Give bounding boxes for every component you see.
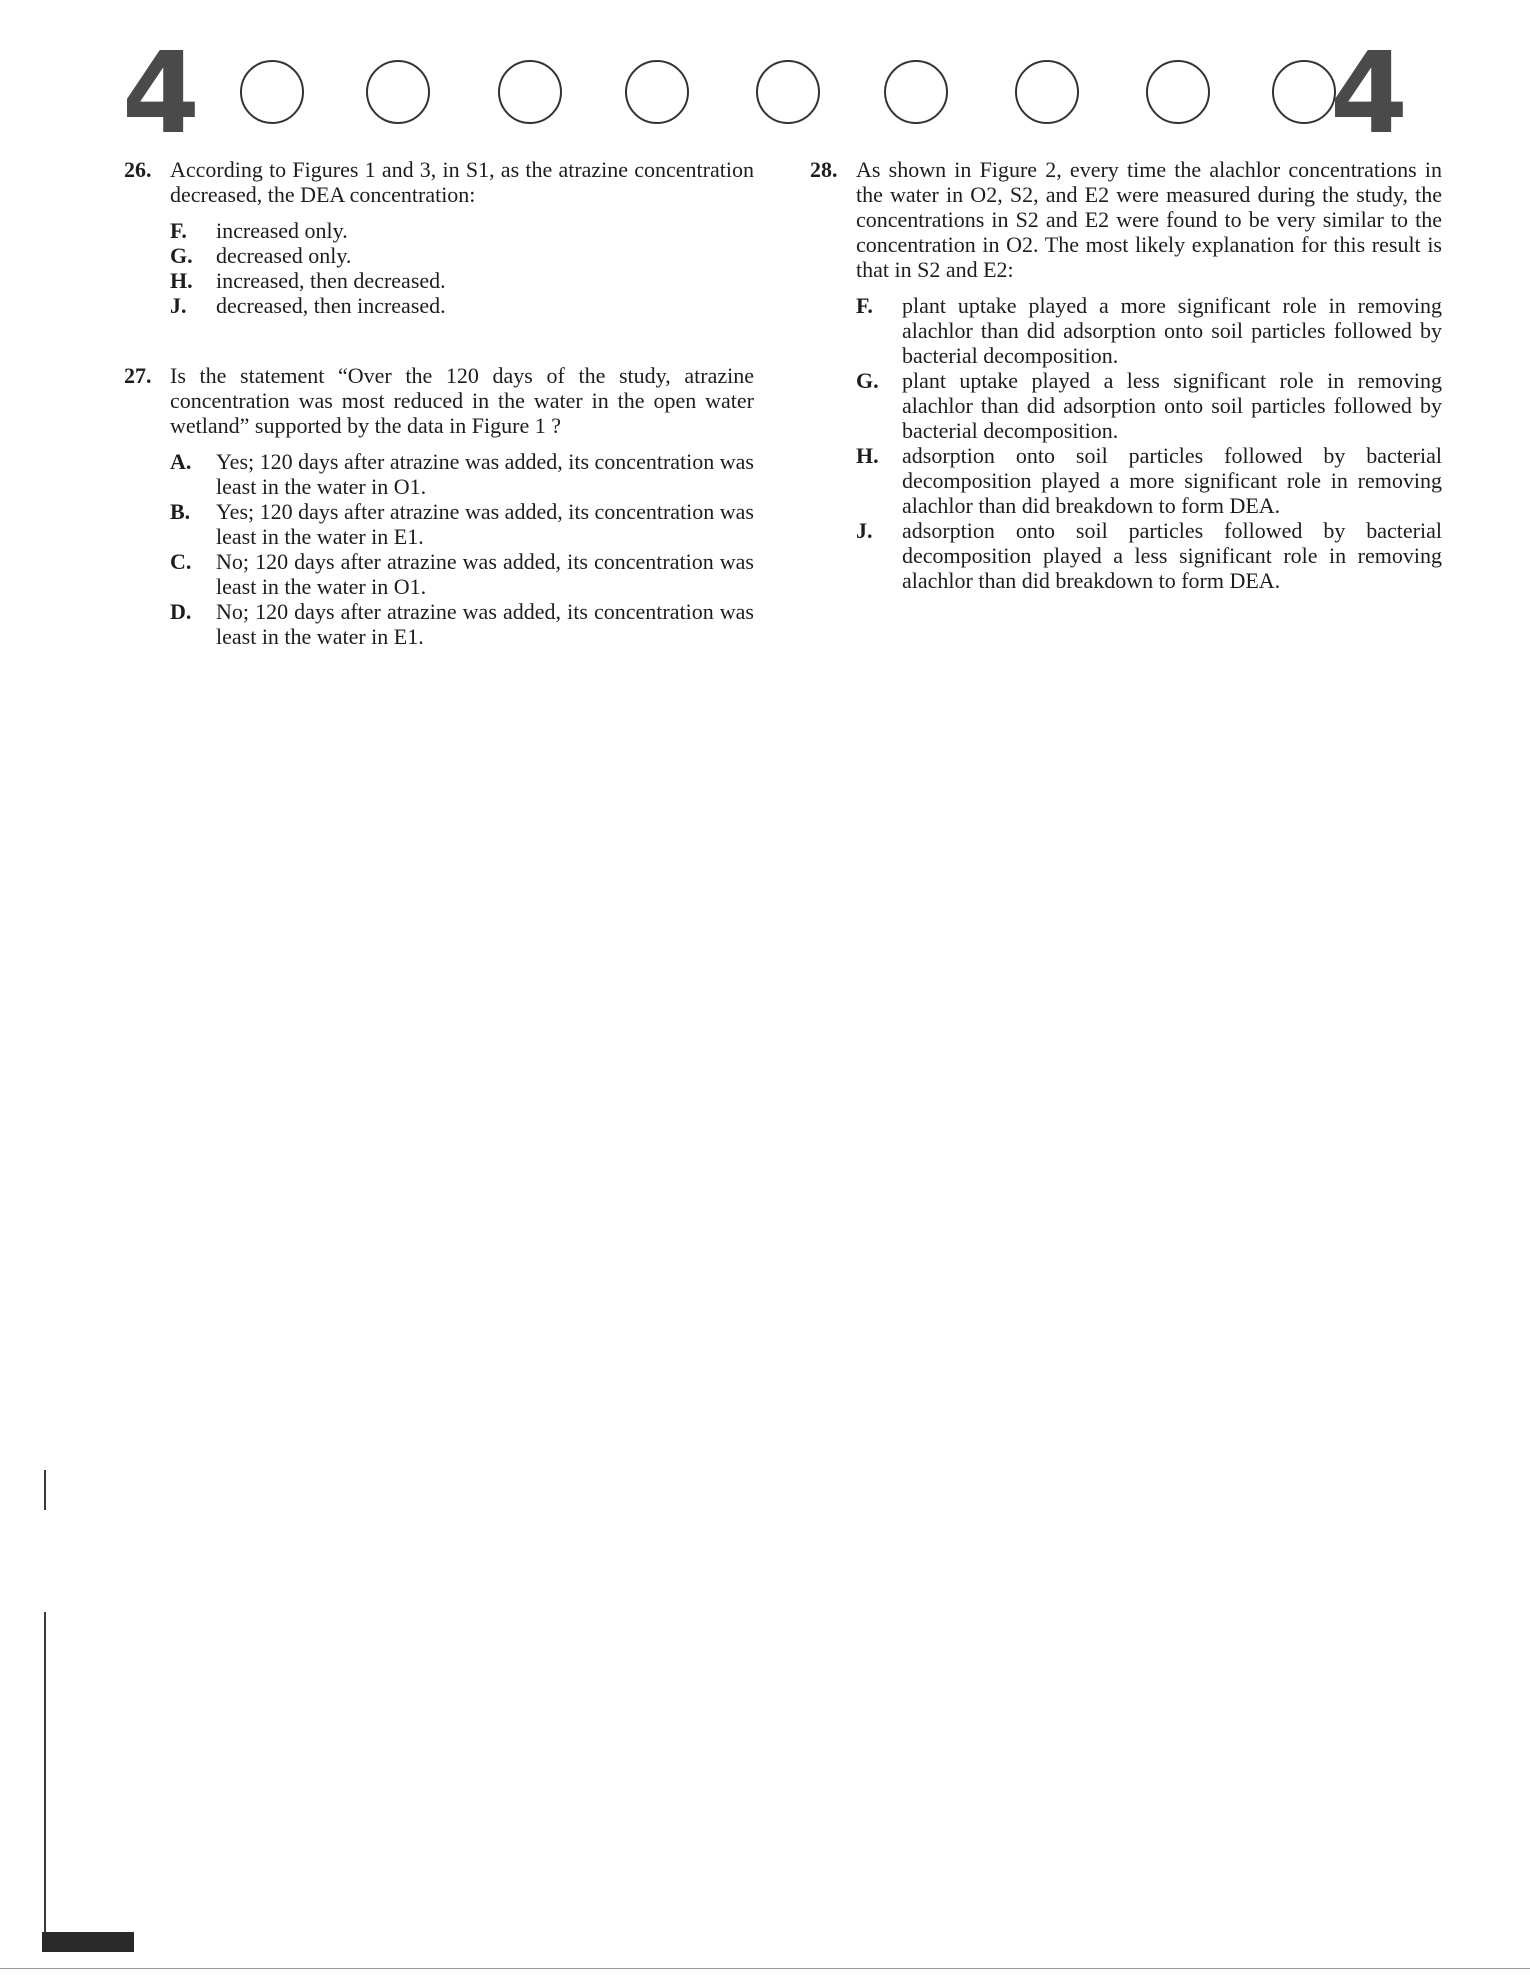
header-circle [884,60,948,124]
option-letter: J. [170,293,187,318]
question-stem: According to Figures 1 and 3, in S1, as the atrazine concentration decreased, the DEA concentration: [170,157,754,207]
question-27 [124,363,754,649]
question-stem: As shown in Figure 2, every time the alachlor concentrations in the water in O2, S2, and E2 were measured during the study, the concentrations in S2 and E2 were found to be very similar to the concentration in O2. The most likely explanation for this result is that in S2 and E2: [856,157,1442,282]
option-letter: C. [170,549,192,574]
option-text: adsorption onto soil particles followed by bacterial decomposition played a more significant role in removing alachlor than did breakdown to form DEA. [902,443,1442,518]
header-circle [1015,60,1079,124]
option-letter: H. [170,268,193,293]
answer-option-b[interactable] [170,499,754,549]
option-text: plant uptake played a less significant role in removing alachlor than did adsorption onto soil particles followed by bacterial decomposition. [902,368,1442,443]
option-letter: B. [170,499,191,524]
header-circle [625,60,689,124]
question-number: 28. [810,157,838,182]
question-number: 27. [124,363,152,388]
option-text: decreased, then increased. [216,293,446,318]
option-letter: G. [170,243,193,268]
right-column [810,157,1442,593]
option-letter: F. [170,218,187,243]
answer-option-j[interactable] [856,518,1442,593]
answer-options [856,293,1442,593]
answer-option-g[interactable] [170,243,754,268]
answer-option-h[interactable] [856,443,1442,518]
option-letter: F. [856,293,873,318]
margin-mark [44,1470,46,1510]
option-text: Yes; 120 days after atrazine was added, its concentration was least in the water in O1. [216,449,754,499]
option-text: No; 120 days after atrazine was added, its concentration was least in the water in O1. [216,549,754,599]
option-letter: H. [856,443,879,468]
option-text: adsorption onto soil particles followed by bacterial decomposition played a less significant role in removing alachlor than did breakdown to form DEA. [902,518,1442,593]
answer-option-c[interactable] [170,549,754,599]
answer-option-f[interactable] [856,293,1442,368]
answer-option-h[interactable] [170,268,754,293]
question-28 [810,157,1442,593]
margin-mark [44,1612,46,1942]
header-circle [1146,60,1210,124]
answer-option-d[interactable] [170,599,754,649]
section-number-right: 4 [1330,29,1408,159]
option-text: Yes; 120 days after atrazine was added, its concentration was least in the water in E1. [216,499,754,549]
answer-options [170,449,754,649]
section-number-left: 4 [122,29,200,159]
header-circle [366,60,430,124]
option-text: plant uptake played a more significant role in removing alachlor than did adsorption onto soil particles followed by bacterial decomposition. [902,293,1442,368]
answer-option-f[interactable] [170,218,754,243]
header-circle [240,60,304,124]
question-26 [124,157,754,318]
header-circle [756,60,820,124]
option-text: decreased only. [216,243,352,268]
answer-option-g[interactable] [856,368,1442,443]
option-text: increased only. [216,218,348,243]
answer-option-j[interactable] [170,293,754,318]
timing-mark [42,1932,134,1952]
option-letter: J. [856,518,873,543]
answer-options [170,218,754,318]
answer-option-a[interactable] [170,449,754,499]
option-letter: D. [170,599,192,624]
question-stem: Is the statement “Over the 120 days of the study, atrazine concentration was most reduced in the water in the open water wetland” supported by the data in Figure 1 ? [170,363,754,438]
option-text: increased, then decreased. [216,268,446,293]
question-number: 26. [124,157,152,182]
page-bottom-rule [0,1968,1530,1969]
header-circle [1272,60,1336,124]
option-letter: A. [170,449,192,474]
left-column [124,157,754,649]
option-letter: G. [856,368,879,393]
header-circle [498,60,562,124]
option-text: No; 120 days after atrazine was added, its concentration was least in the water in E1. [216,599,754,649]
